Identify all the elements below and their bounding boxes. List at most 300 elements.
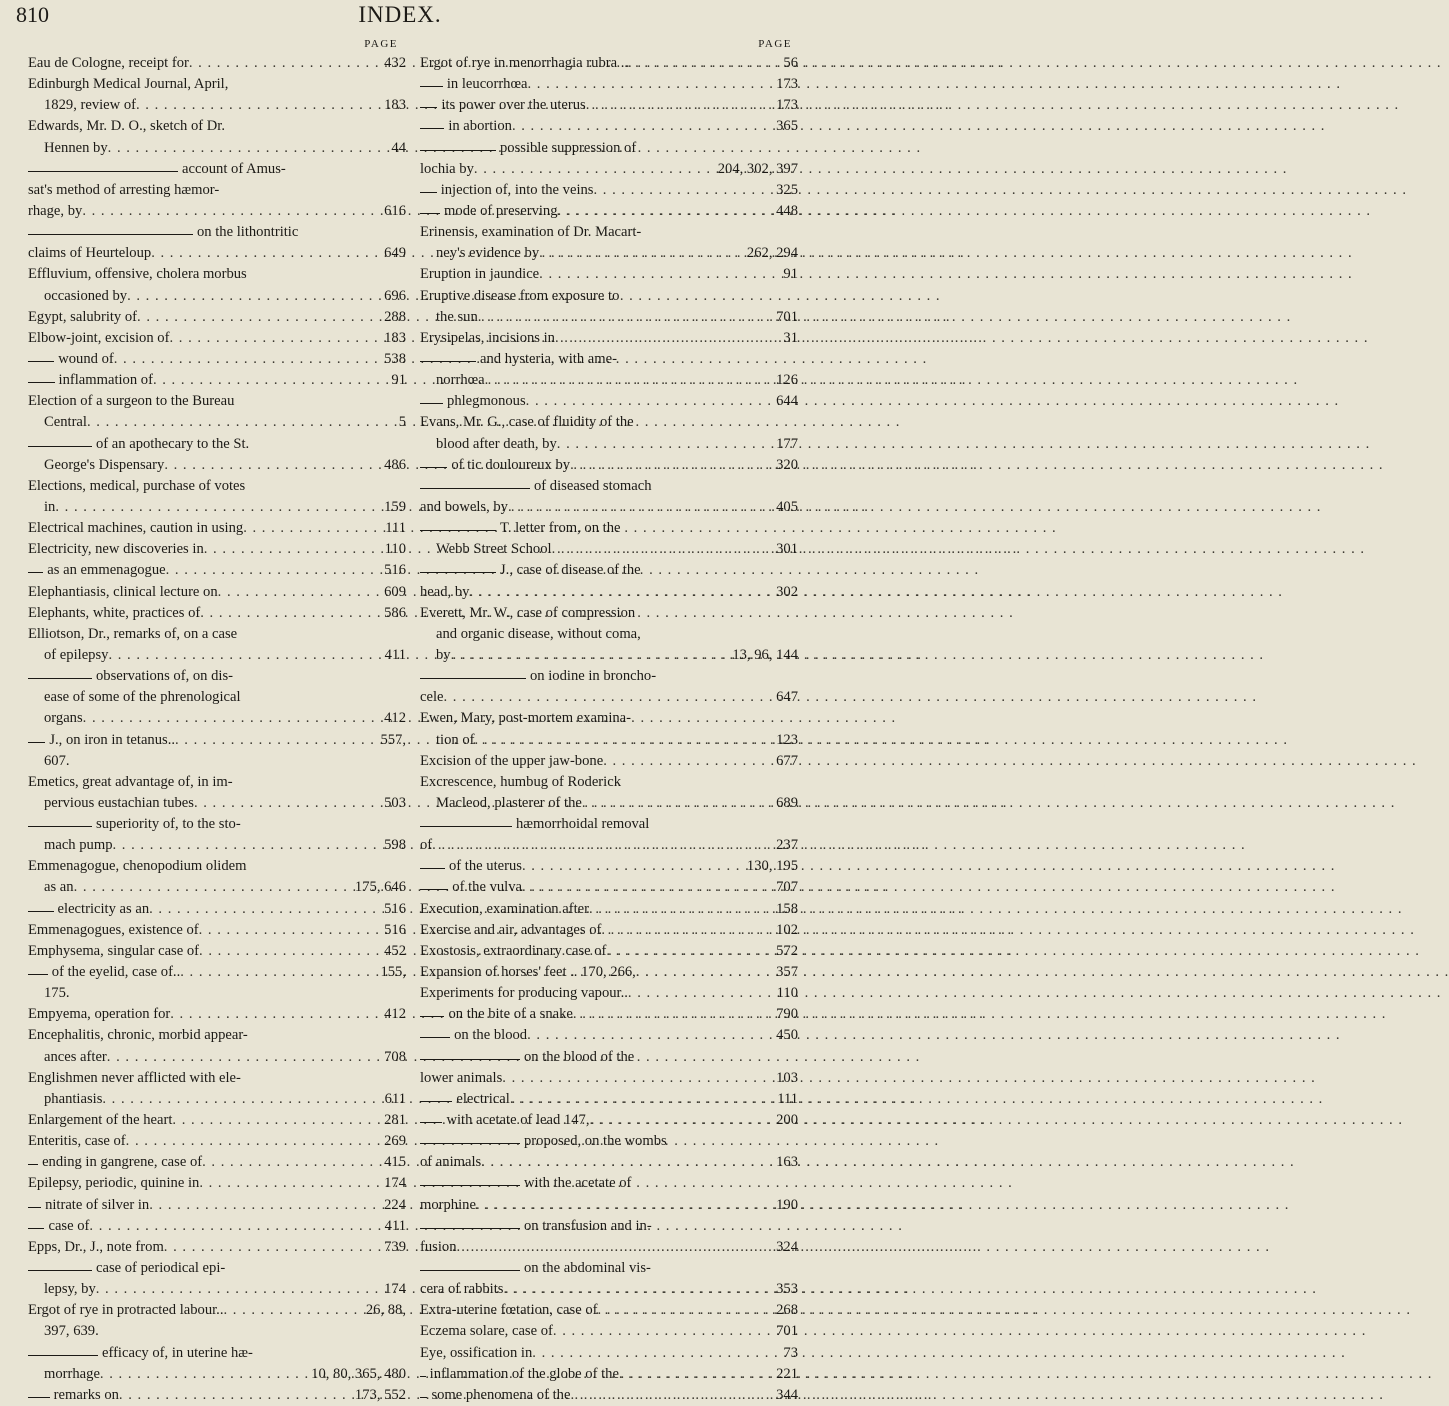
index-entry	[28, 95, 406, 116]
index-column-left	[28, 38, 406, 1406]
leader-dots	[456, 1237, 772, 1258]
entry-page-ref: 677	[776, 752, 798, 769]
leader-dots	[164, 455, 380, 476]
leader-dots	[100, 1364, 307, 1385]
entry-text: Emmenagogue, chenopodium olidem	[28, 858, 247, 875]
index-entry	[28, 1173, 406, 1194]
index-entry	[420, 603, 798, 624]
entry-text: Extra-uterine fœtation, case of	[420, 1302, 598, 1319]
entry-text: Eczema solare, case of	[420, 1323, 553, 1340]
entry-page-ref: 177	[776, 435, 798, 452]
entry-text: J., on iron in tetanus..	[49, 731, 175, 748]
entry-page-ref: 268	[776, 1302, 798, 1319]
index-entry	[420, 666, 798, 687]
entry-text: as an emmenagogue	[47, 562, 166, 579]
index-entry	[420, 772, 798, 793]
ditto-rule	[420, 1059, 520, 1060]
index-entry	[420, 1110, 798, 1131]
entry-text: 607.	[44, 752, 70, 769]
leader-dots	[87, 412, 395, 433]
entry-text: sat's method of arresting hæmor-	[28, 181, 220, 198]
leader-dots	[478, 307, 772, 328]
index-entry	[420, 1237, 798, 1258]
index-entry	[28, 412, 406, 433]
ditto-rule	[420, 467, 447, 468]
leader-dots	[474, 159, 714, 180]
entry-page-ref: 701	[776, 308, 798, 325]
entry-text: Enlargement of the heart	[28, 1112, 173, 1129]
entry-page-ref: 302	[776, 583, 798, 600]
index-entry	[28, 349, 406, 370]
ditto-rule	[28, 826, 92, 827]
index-entry	[420, 920, 798, 941]
entry-page-ref: 111	[777, 1090, 798, 1107]
entry-text: nitrate of silver in	[45, 1196, 150, 1213]
ditto-rule	[420, 678, 526, 679]
leader-dots	[169, 328, 380, 349]
ditto-rule	[28, 446, 92, 447]
leader-dots	[522, 877, 772, 898]
index-entry	[28, 74, 406, 95]
index-entry	[28, 603, 406, 624]
leader-dots	[451, 645, 729, 666]
index-entry	[28, 899, 406, 920]
entry-page-ref: 103	[776, 1069, 798, 1086]
leader-dots	[557, 434, 772, 455]
entry-text: occasioned by	[44, 287, 128, 304]
entry-text: Ergot of rye in protracted labour..	[28, 1302, 224, 1319]
entry-text: George's Dispensary	[44, 456, 165, 473]
entry-text: 175.	[44, 985, 70, 1002]
entry-page-ref: 31	[783, 329, 798, 346]
entry-text: electrical	[456, 1090, 510, 1107]
entry-page-ref: 448	[776, 202, 798, 219]
index-entry	[420, 1025, 798, 1046]
index-entry	[28, 1343, 406, 1364]
entry-page-ref: 365	[776, 118, 798, 135]
entry-page-ref: 174	[384, 1281, 406, 1298]
index-entry	[28, 391, 406, 412]
entry-text: Edwards, Mr. D. O., sketch of Dr.	[28, 118, 225, 135]
entry-text: by	[436, 646, 451, 663]
leader-dots	[180, 962, 376, 983]
ditto-rule	[28, 382, 55, 383]
ditto-rule	[420, 150, 496, 151]
entry-text: Excrescence, humbug of Roderick	[420, 773, 621, 790]
entry-page-ref: 126	[776, 372, 798, 389]
entry-text: Effluvium, offensive, cholera morbus	[28, 266, 247, 283]
entry-page-ref: 357	[776, 964, 798, 981]
index-entry	[420, 983, 798, 1004]
index-entry	[420, 434, 798, 455]
index-entry	[28, 624, 406, 645]
ditto-rule	[28, 361, 54, 362]
entry-text: Enteritis, case of	[28, 1133, 126, 1150]
index-entry	[420, 751, 798, 772]
index-entry	[420, 159, 798, 180]
leader-dots	[475, 730, 773, 751]
index-entry	[28, 53, 406, 74]
index-entry	[28, 1385, 406, 1406]
entry-page-ref: 790	[776, 1006, 798, 1023]
entry-page-ref: 412	[384, 1006, 406, 1023]
leader-dots	[89, 1216, 380, 1237]
entry-page-ref: 110	[384, 541, 406, 558]
entry-page-ref: 13, 96, 144	[732, 646, 798, 663]
entry-text: claims of Heurteloup	[28, 245, 152, 262]
entry-page-ref: 411	[384, 646, 406, 663]
index-entry	[28, 751, 406, 772]
entry-page-ref: 344	[776, 1386, 798, 1403]
index-entry	[28, 1152, 406, 1173]
entry-text: blood after death, by	[436, 435, 557, 452]
index-entry	[420, 74, 798, 95]
entry-text: the sun	[436, 308, 478, 325]
ditto-rule	[28, 1228, 44, 1229]
index-entry	[420, 497, 798, 518]
index-entry	[28, 666, 406, 687]
entry-text: pervious eustachian tubes	[44, 794, 194, 811]
index-entry	[420, 539, 798, 560]
leader-dots	[204, 539, 381, 560]
entry-text: case of periodical epi-	[96, 1260, 226, 1277]
entry-text: on the lithontritic	[197, 224, 299, 241]
entry-page-ref: 183	[384, 97, 406, 114]
index-entry	[420, 645, 798, 666]
entry-page-ref: 503	[384, 794, 406, 811]
index-entry	[420, 877, 798, 898]
entry-text: Epilepsy, periodic, quinine in	[28, 1175, 200, 1192]
entry-page-ref: 609	[384, 583, 406, 600]
index-entry	[420, 370, 798, 391]
entry-page-ref: 644	[776, 393, 798, 410]
index-entry	[28, 1321, 406, 1342]
leader-dots	[107, 1047, 380, 1068]
entry-page-ref: 204, 302, 397	[717, 160, 798, 177]
column-header-page: PAGE	[758, 38, 792, 50]
ditto-rule	[420, 86, 443, 87]
ditto-rule	[420, 572, 496, 573]
entry-page-ref: 130, 195	[746, 858, 798, 875]
index-entry	[28, 1025, 406, 1046]
leader-dots	[636, 962, 772, 983]
leader-dots	[582, 793, 772, 814]
entry-text: Evans, Mr. G., case of fluidity of the	[420, 414, 634, 431]
index-entry	[28, 730, 406, 751]
index-entry	[420, 1343, 798, 1364]
index-entry	[420, 1258, 798, 1279]
index-entry	[28, 138, 406, 159]
entry-page-ref: 696	[384, 287, 406, 304]
leader-dots	[96, 1279, 380, 1300]
index-entry	[28, 159, 406, 180]
entry-page-ref: 174	[384, 1175, 406, 1192]
entry-text: ances after	[44, 1048, 107, 1065]
leader-dots	[119, 1385, 351, 1406]
index-entry	[28, 983, 406, 1004]
entry-text: Macleod, plasterer of the	[436, 794, 582, 811]
index-entry	[28, 286, 406, 307]
entry-page-ref: 224	[384, 1196, 406, 1213]
index-entry	[420, 95, 798, 116]
entry-text: Central	[44, 414, 87, 431]
index-entry	[28, 1089, 406, 1110]
index-entry	[28, 201, 406, 222]
index-entry	[28, 328, 406, 349]
leader-dots	[512, 116, 772, 137]
index-entry	[420, 264, 798, 285]
index-entry	[420, 286, 798, 307]
entry-text: Englishmen never afflicted with ele-	[28, 1069, 241, 1086]
leader-dots	[606, 941, 772, 962]
entry-text: Emphysema, singular case of	[28, 942, 200, 959]
leader-dots	[199, 941, 380, 962]
leader-dots	[113, 835, 381, 856]
index-entry	[420, 391, 798, 412]
leader-dots	[202, 1152, 380, 1173]
entry-text: Execution, examination after	[420, 900, 589, 917]
index-entry	[420, 1216, 798, 1237]
leader-dots	[628, 53, 779, 74]
entry-page-ref: 288	[384, 308, 406, 325]
leader-dots	[432, 835, 772, 856]
entry-page-ref: 411	[384, 1217, 406, 1234]
entry-page-ref: 301	[776, 541, 798, 558]
index-entry	[420, 1173, 798, 1194]
entry-text: cele	[420, 689, 444, 706]
page-header	[0, 0, 800, 30]
ditto-rule	[28, 742, 45, 743]
leader-dots	[74, 877, 351, 898]
entry-text: observations of, on dis-	[96, 668, 234, 685]
index-entry	[420, 708, 798, 729]
index-entry	[28, 772, 406, 793]
entry-page-ref: 221	[776, 1365, 798, 1382]
index-entry	[420, 222, 798, 243]
entry-page-ref: 159	[384, 498, 406, 515]
entry-text: in leucorrhœa	[446, 76, 528, 93]
index-entry	[420, 518, 798, 539]
entry-page-ref: 689	[776, 794, 798, 811]
index-entry	[28, 1300, 406, 1321]
entry-text: head, by	[420, 583, 470, 600]
index-entry	[28, 835, 406, 856]
entry-text: of an apothecary to the St.	[96, 435, 250, 452]
index-entry	[420, 624, 798, 645]
entry-page-ref: 557,	[380, 731, 406, 748]
entry-text: ney's evidence by	[436, 245, 540, 262]
leader-dots	[200, 603, 380, 624]
entry-text: Excision of the upper jaw-bone	[420, 752, 604, 769]
entry-page-ref: 123	[776, 731, 798, 748]
entry-text: superiority of, to the sto-	[96, 816, 241, 833]
index-entry	[28, 307, 406, 328]
entry-text: Eau de Cologne, receipt for	[28, 55, 189, 71]
entry-text: mach pump	[44, 837, 113, 854]
entry-text: morrhage	[44, 1365, 100, 1382]
index-entry	[420, 455, 798, 476]
leader-dots	[194, 793, 380, 814]
ditto-rule	[420, 1101, 452, 1102]
index-entry	[28, 1068, 406, 1089]
entry-text: of the vulva	[452, 879, 522, 896]
entry-text: proposed, on the wombs	[524, 1133, 667, 1150]
entry-page-ref: 10, 80, 365, 480	[311, 1365, 406, 1382]
leader-dots	[528, 74, 773, 95]
index-entry	[28, 920, 406, 941]
entry-text: Eruptive disease from exposure to	[420, 287, 620, 304]
leader-dots	[476, 1195, 772, 1216]
ditto-rule	[420, 1016, 444, 1017]
index-entry	[420, 1364, 798, 1385]
ditto-rule	[420, 530, 496, 531]
entry-page-ref: 707	[776, 879, 798, 896]
entry-page-ref: 200	[776, 1112, 798, 1129]
ditto-rule	[420, 1270, 520, 1271]
entry-page-ref: 173	[776, 97, 798, 114]
entry-text: of	[420, 837, 433, 854]
entry-page-ref: 611	[384, 1090, 406, 1107]
entry-page-ref: 44	[391, 139, 406, 156]
column-header-page: PAGE	[364, 38, 398, 50]
entry-page-ref: 616	[384, 202, 406, 219]
ditto-rule	[420, 1185, 520, 1186]
index-entry	[420, 1004, 798, 1025]
entry-page-ref: 26, 88,	[365, 1302, 406, 1319]
entry-page-ref: 516	[384, 921, 406, 938]
entry-page-ref: 586	[384, 604, 406, 621]
leader-dots	[218, 582, 380, 603]
ditto-rule	[420, 1143, 520, 1144]
leader-dots	[127, 286, 380, 307]
entry-text: Erysipelas, incisions in	[420, 329, 555, 346]
ditto-rule	[420, 403, 443, 404]
leader-dots	[590, 1110, 773, 1131]
index-entry	[28, 645, 406, 666]
leader-dots	[552, 539, 773, 560]
entry-text: tion of	[436, 731, 475, 748]
entry-page-ref: 155,	[380, 964, 406, 981]
entry-text: with the acetate of	[524, 1175, 632, 1192]
entry-page-ref: 572	[776, 942, 798, 959]
entry-text: organs	[44, 710, 83, 727]
index-entry	[28, 1237, 406, 1258]
entry-text: phlegmonous	[447, 393, 526, 410]
index-entry	[420, 328, 798, 349]
entry-text: Electricity, new discoveries in	[28, 541, 204, 558]
entry-text: on the blood of the	[524, 1048, 635, 1065]
entry-text: of tic douloureux by	[451, 456, 571, 473]
page-number: 810	[16, 2, 49, 27]
entry-page-ref: 56	[783, 55, 798, 71]
ditto-rule	[420, 488, 530, 489]
leader-dots	[175, 730, 376, 751]
entry-page-ref: 353	[776, 1281, 798, 1298]
ditto-rule	[420, 1228, 520, 1229]
leader-dots	[166, 560, 380, 581]
leader-dots	[539, 243, 743, 264]
entry-page-ref: 269	[384, 1133, 406, 1150]
leader-dots	[522, 856, 743, 877]
leader-dots	[570, 1385, 772, 1406]
entry-page-ref: 412	[384, 710, 406, 727]
entry-text: Edinburgh Medical Journal, April,	[28, 76, 229, 93]
leader-dots	[526, 391, 772, 412]
ditto-rule	[420, 1122, 442, 1123]
entry-text: efficacy of, in uterine hæ-	[102, 1344, 253, 1361]
entry-text: 1829, review of	[44, 97, 136, 114]
entry-text: Elbow-joint, excision of	[28, 329, 170, 346]
index-entry	[420, 1131, 798, 1152]
entry-text: in abortion	[448, 118, 512, 135]
entry-text: ease of some of the phrenological	[44, 689, 241, 706]
entry-text: on the bite of a snake	[448, 1006, 573, 1023]
entry-page-ref: 102	[776, 921, 798, 938]
entry-text: on transfusion and in-	[524, 1217, 652, 1234]
leader-dots	[243, 518, 381, 539]
leader-dots	[558, 201, 773, 222]
entry-text: Eruption in jaundice	[420, 266, 540, 283]
entry-page-ref: 237	[776, 837, 798, 854]
index-column-right	[420, 38, 798, 1406]
ditto-rule	[28, 911, 54, 912]
leader-dots	[539, 264, 779, 285]
entry-text: Elephantiasis, clinical lecture on	[28, 583, 218, 600]
leader-dots	[502, 1068, 772, 1089]
entry-page-ref: 110	[776, 985, 798, 1002]
index-entry	[28, 708, 406, 729]
ditto-rule	[420, 192, 437, 193]
index-entry	[28, 1004, 406, 1025]
index-entry	[420, 116, 798, 137]
entry-text: Election of a surgeon to the Bureau	[28, 393, 235, 410]
leader-dots	[503, 1279, 772, 1300]
index-entry	[28, 582, 406, 603]
entry-text: Exostosis, extraordinary case of	[420, 942, 607, 959]
index-entry	[28, 370, 406, 391]
entry-text: on the blood	[454, 1027, 528, 1044]
leader-dots	[114, 349, 380, 370]
index-entry	[28, 814, 406, 835]
index-entry	[28, 497, 406, 518]
leader-dots	[603, 751, 772, 772]
entry-text: lepsy, by	[44, 1281, 96, 1298]
entry-text: Eye, ossification in	[420, 1344, 533, 1361]
entry-text: Encephalitis, chronic, morbid appear-	[28, 1027, 248, 1044]
entry-text: on the abdominal vis-	[524, 1260, 651, 1277]
entry-text: account of Amus-	[182, 160, 286, 177]
entry-text: and organic disease, without coma,	[436, 625, 641, 642]
leader-dots	[170, 1004, 380, 1025]
ditto-rule	[420, 213, 440, 214]
index-entry	[28, 856, 406, 877]
index-entry	[420, 349, 798, 370]
entry-page-ref: 324	[776, 1238, 798, 1255]
entry-page-ref: 190	[776, 1196, 798, 1213]
entry-text: Ewen, Mary, post-mortem examina-	[420, 710, 632, 727]
index-entry	[420, 899, 798, 920]
entry-text: hæmorrhoidal removal	[516, 816, 650, 833]
leader-dots	[619, 1364, 772, 1385]
entry-text: Exercise and air, advantages of	[420, 921, 602, 938]
index-entry	[420, 687, 798, 708]
ditto-rule	[420, 1376, 426, 1377]
entry-text: J., case of disease of the	[500, 562, 641, 579]
entry-page-ref: 486	[384, 456, 406, 473]
ditto-rule	[420, 868, 445, 869]
index-entry	[420, 1300, 798, 1321]
leader-dots	[469, 582, 772, 603]
